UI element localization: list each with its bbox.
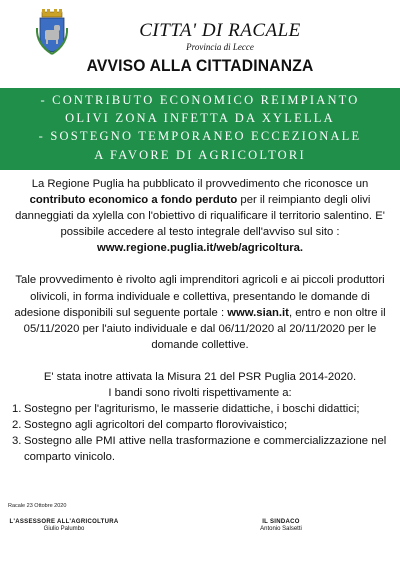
notice-title: AVVISO ALLA CITTADINANZA: [86, 56, 314, 75]
bandi-intro-line: I bandi sono rivolti rispettivamente a:: [108, 387, 292, 400]
banner-line-3: - SOSTEGNO TEMPORANEO ECCEZIONALE: [38, 129, 362, 143]
regione-link[interactable]: www.regione.puglia.it/web/agricoltura.: [96, 242, 304, 255]
measure-21-line: E' stata inotre attivata la Misura 21 del PSR Puglia 2014-2020.: [43, 370, 357, 383]
list-item-text: Sostegno alle PMI attive nella trasformazione e commercializzazione nel comparto vinicolo.: [24, 435, 387, 464]
bandi-list: [8, 401, 392, 465]
p1-bold-contribution: contributo economico a fondo perduto: [29, 194, 238, 207]
municipal-crest-icon: [34, 8, 70, 58]
sian-link[interactable]: www.sian.it: [227, 306, 289, 319]
city-name: CITTA' DI RACALE: [139, 20, 301, 41]
assessore-name: Giulio Palumbo: [43, 526, 85, 532]
sindaco-title: IL SINDACO: [262, 519, 300, 525]
p2-text-a: Tale provvedimento è rivolto agli imprenditori agricoli e ai piccoli produttori olivicoli, in forma individuale e collettiva, presentando le domande di adesione disponibili sul seguente portale :: [14, 274, 385, 319]
list-item: [8, 401, 392, 417]
paragraph-regional-contribution: [8, 176, 392, 240]
list-item-text: Sostegno per l'agriturismo, le masserie didattiche, i boschi didattici;: [24, 403, 360, 416]
assessore-title: L'ASSESSORE ALL'AGRICOLTURA: [9, 519, 119, 525]
list-item-number: 1.: [12, 403, 22, 416]
notice-date: Racale 23 Ottobre 2020: [8, 503, 67, 509]
signature-sindaco: [246, 519, 316, 532]
list-item: [8, 433, 392, 465]
p1-text-a: La Regione Puglia ha pubblicato il provvedimento che riconosce un: [31, 178, 369, 190]
sindaco-name: Antonio Salsetti: [260, 526, 302, 532]
signature-assessore: [8, 519, 120, 532]
province-name: Provincia di Lecce: [186, 42, 254, 52]
list-item-number: 3.: [12, 435, 22, 448]
list-item-number: 2.: [12, 419, 22, 432]
subject-banner: [0, 88, 400, 170]
paragraph-recipients: [8, 272, 392, 352]
regione-link-line: [8, 240, 392, 256]
p1-text-b: per il reimpianto degli olivi danneggiati da xylella con l'obiettivo di riqualificare il territorio salentino. E' possibile accedere al testo integrale dell'avviso sul sito :: [15, 194, 385, 239]
p2-text-b: , entro e non oltre il 05/11/2020 per l'aiuto individuale e dal 06/11/2020 al 20/11/2020 per le domande collettive.: [23, 306, 386, 351]
list-item: [8, 417, 392, 433]
list-item-text: Sostegno agli agricoltori del comparto florovivaistico;: [24, 419, 288, 432]
banner-line-4: A FAVORE DI AGRICOLTORI: [94, 148, 306, 162]
banner-line-1: - CONTRIBUTO ECONOMICO REIMPIANTO: [40, 93, 360, 107]
crest-crown: [42, 9, 62, 17]
notice-body: [8, 176, 392, 466]
banner-line-2: OLIVI ZONA INFETTA DA XYLELLA: [65, 111, 335, 125]
